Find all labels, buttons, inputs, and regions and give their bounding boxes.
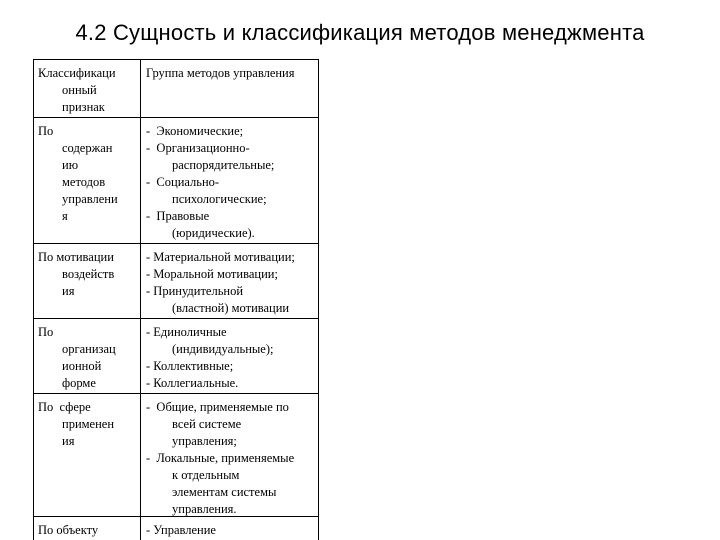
header-criterion-line: онный [62, 83, 97, 97]
criterion-line: По мотивации [38, 250, 114, 264]
method-line: - Экономические; [146, 124, 244, 138]
row-divider [34, 117, 318, 118]
classification-table [33, 59, 319, 540]
method-line: (индивидуальные); [172, 342, 274, 356]
row-divider [34, 393, 318, 394]
criterion-line: По [38, 124, 54, 138]
row-divider [34, 318, 318, 319]
column-divider [140, 60, 141, 540]
method-line: - Правовые [146, 209, 210, 223]
criterion-line: По объекту [38, 523, 99, 537]
method-line: - Материальной мотивации; [146, 250, 295, 264]
page-title: 4.2 Сущность и классификация методов менеджмента [75, 20, 645, 45]
method-line: к отдельным [172, 468, 240, 482]
row-divider [34, 243, 318, 244]
criterion-line: воздейств [62, 267, 115, 281]
method-line: - Моральной мотивации; [146, 267, 278, 281]
criterion-line: управлени [62, 192, 118, 206]
header-group-line: Группа методов управления [146, 66, 295, 80]
method-line: психологические; [172, 192, 267, 206]
method-line: - Единоличные [146, 325, 227, 339]
criterion-line: содержан [62, 141, 113, 155]
criterion-line: ия [62, 434, 75, 448]
method-line: (юридические). [172, 226, 255, 240]
method-line: распорядительные; [172, 158, 275, 172]
method-line: - Локальные, применяемые [146, 451, 295, 465]
criterion-line: По [38, 325, 54, 339]
criterion-line: По сфере [38, 400, 91, 414]
header-criterion-line: Классификаци [38, 66, 116, 80]
criterion-line: ия [62, 284, 75, 298]
method-line: элементам системы [172, 485, 277, 499]
method-line: - Социально- [146, 175, 220, 189]
method-line: (властной) мотивации [172, 301, 290, 315]
method-line: управления; [172, 434, 237, 448]
criterion-line: организац [62, 342, 116, 356]
method-line: - Принудительной [146, 284, 244, 298]
criterion-line: применен [62, 417, 115, 431]
method-line: управления. [172, 502, 237, 516]
method-line: - Организационно- [146, 141, 250, 155]
method-line: всей системе [172, 417, 242, 431]
criterion-line: ионной [62, 359, 102, 373]
header-criterion-line: признак [62, 100, 105, 114]
method-line: - Коллегиальные. [146, 376, 239, 390]
method-line: - Коллективные; [146, 359, 234, 373]
method-line: - Общие, применяемые по [146, 400, 289, 414]
method-line: - Управление [146, 523, 216, 537]
criterion-line: форме [62, 376, 96, 390]
criterion-line: ию [62, 158, 79, 172]
criterion-line: методов [62, 175, 106, 189]
criterion-line: я [62, 209, 68, 223]
